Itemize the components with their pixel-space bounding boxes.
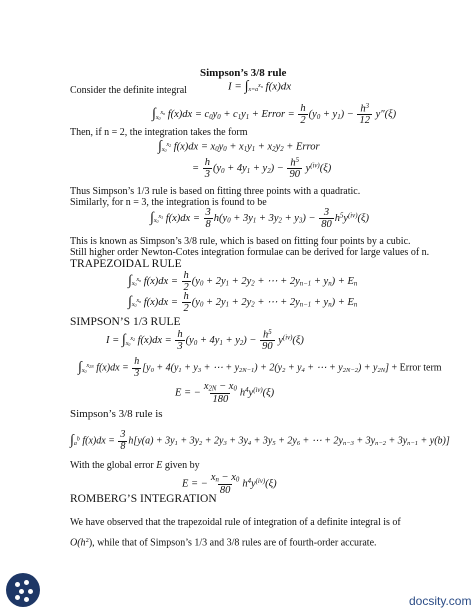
equation-simpson38-basic: $\int_{x_0}^{x_3}$ f(x)dx = $\frac{3}{8}$ $h(y_0 + 3y_1 + 3y_2 + y_3)$ − $\frac{3}{80}$ $h^5y^{(iv)}(\xi)$ <box>150 207 369 231</box>
heading-simpson13-rule: SIMPSON’S 1/3 RULE <box>70 316 181 328</box>
equation-simpson13-basic: = $\frac{h}{3}$ $(y_0 + 4y_1 + y_2)$ − $\frac{h^5}{90}$ $y^{(iv)}(\xi)$ <box>192 157 332 181</box>
equation-simpson38-composite: $\int_a^b$ f(x)dx = $\frac{3}{8}$ $h[y(a) + 3y_1 + 3y_2 + 2y_3 + 3y_4 + 3y_5 + 2y_6$ + ⋯ + $2y_{n-3} + 3y_{n-2} + 3y_{n-1} + y(b)$] <box>70 429 450 452</box>
intro-text: Consider the definite integral <box>70 85 187 96</box>
page-title: Simpson’s 3/8 rule <box>200 67 287 79</box>
equation-trapezoidal: $\int_{x_0}^{x_n}$ f(x)dx = $\frac{h}{2}$ ($y_0 + 2y_1 + 2y_2$ + ⋯ + $2y_{n-1} + y_n) + E_n$ <box>128 270 358 294</box>
equation-simpson13-composite: $\int_{x_0}^{x_{2N}}$ f(x)dx = $\frac{h}{3}$ [$y_0 + 4(y_1 + y_3$ + ⋯ + $y_{2N-1}) + 2(y_2 + y_4$ + ⋯ + $y_{2N-2}) + y_{2N}$] + Error term <box>78 356 442 379</box>
docsity-logo-icon <box>6 573 40 607</box>
equation-trapezoidal-line2: $\int_{x_0}^{x_n}$ f(x)dx = $\frac{h}{2}$ ($y_0 + 2y_1 + 2y_2$ + ⋯ + $2y_{n-1} + y_n) + E_n$ <box>128 291 358 315</box>
text-simpson38-basis: This is known as Simpson’s 3/8 rule, which is based on fitting four points by a cubic. <box>70 236 411 247</box>
heading-trapezoidal-rule: TRAPEZOIDAL RULE <box>70 258 182 270</box>
text-simpson38-is: Simpson’s 3/8 rule is <box>70 408 163 420</box>
equation-simpson13-I: $I = \int_{x_0}^{x_2}$ f(x)dx = $\frac{h}{3}$ $(y_0 + 4y_1 + y_2)$ − $\frac{h^5}{90}$ $y^{(iv)}(\xi)$ <box>106 329 304 353</box>
equation-general-form: $\int_{x_0}^{x_n}$ $f(x)dx = c_0y_0 + c_1y_1$ + Error = $\frac{h}{2}$ $(y_0 + y_1)$ − $\frac{h^3}{12}$ y″(ξ) <box>152 103 397 127</box>
text-global-error: With the global error E given by <box>70 460 200 471</box>
equation-simpson38-error: E = − $\frac{x_n - x_0}{80}$ $h^4y^{(iv)}(\xi)$ <box>182 472 277 496</box>
heading-romberg-integration: ROMBERG’S INTEGRATION <box>70 493 217 505</box>
equation-definite-integral: $I = \int_{x=a}^{x_n}$ f(x)dx <box>228 79 292 94</box>
text-romberg-2: $O(h^2)$, while that of Simpson’s 1/3 and 3/8 rules are of fourth-order accurate. <box>70 537 377 549</box>
text-romberg-1: We have observed that the trapezoidal rule of integration of a definite integral is of <box>70 517 401 528</box>
text-n2: Then, if n = 2, the integration takes the form <box>70 127 248 138</box>
equation-simpson13-error: E = − $\frac{x_{2N} - x_0}{180}$ $h^4y^{(iv)}(\xi)$ <box>175 381 275 405</box>
equation-n2-form: $\int_{x_0}^{x_2}$ $f(x)dx = x_0y_0 + x_1y_1 + x_2y_2$ + Error <box>158 139 320 154</box>
text-simpson13-basis: Thus Simpson’s 1/3 rule is based on fitting three points with a quadratic. <box>70 186 361 197</box>
text-n3: Similarly, for n = 3, the integration is found to be <box>70 197 267 208</box>
text-newton-cotes: Still higher order Newton-Cotes integration formulae can be derived for large values of n. <box>70 247 430 258</box>
footer-brand[interactable]: docsity.com <box>409 594 472 608</box>
